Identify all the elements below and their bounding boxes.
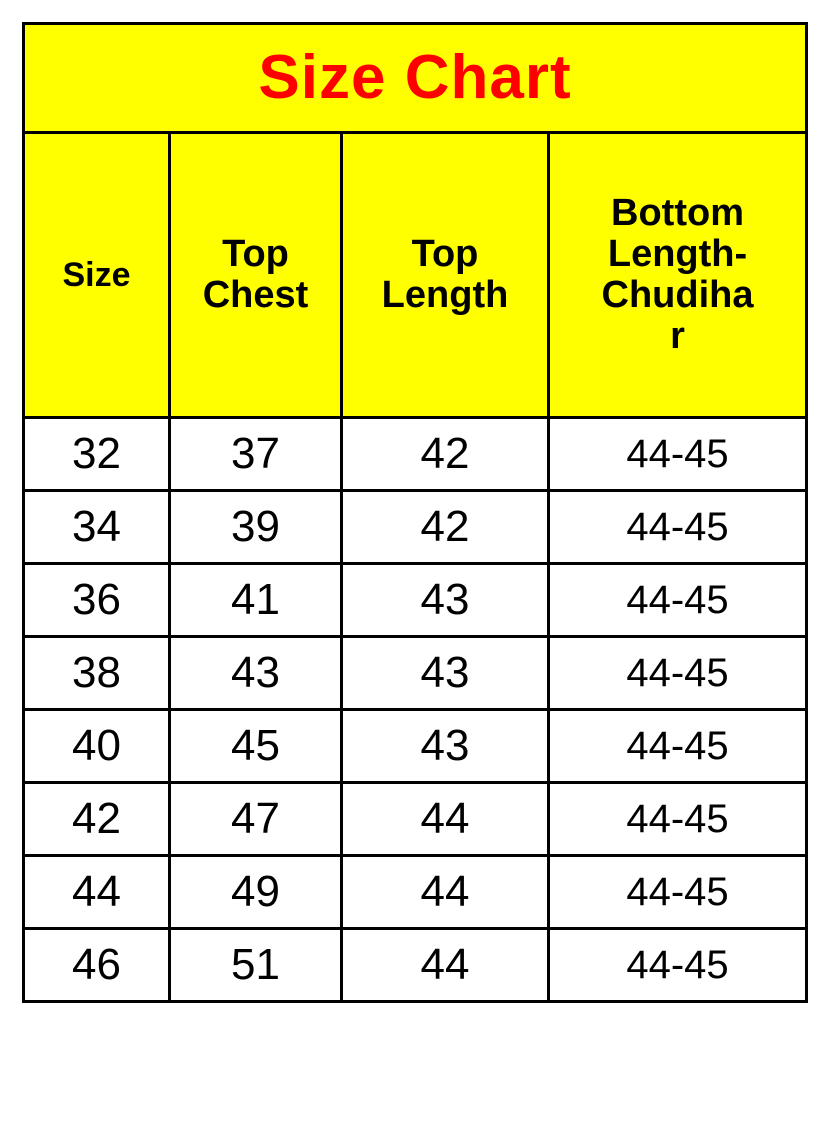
size-chart-table [22,22,808,1003]
cell-size: 44 [24,856,170,929]
column-header-top-chest-line1: Top [222,232,289,275]
cell-bottom-length: 44-45 [549,637,807,710]
cell-top-chest: 49 [170,856,342,929]
table-row [24,710,807,783]
cell-top-chest: 51 [170,929,342,1002]
cell-bottom-length: 44-45 [549,564,807,637]
cell-top-length: 43 [342,564,549,637]
table-row [24,491,807,564]
table-row [24,856,807,929]
column-header-top-length-line1: Top [411,232,479,275]
cell-top-chest: 45 [170,710,342,783]
cell-size: 42 [24,783,170,856]
cell-size: 32 [24,418,170,491]
cell-top-chest: 37 [170,418,342,491]
cell-top-length: 44 [342,929,549,1002]
cell-bottom-length: 44-45 [549,491,807,564]
column-header-bottom-length [549,133,807,418]
cell-top-length: 42 [342,418,549,491]
column-header-bottom-line3: Chudiha [601,274,754,316]
cell-top-length: 43 [342,637,549,710]
page-title: Size Chart [258,43,572,112]
cell-bottom-length: 44-45 [549,710,807,783]
cell-top-chest: 47 [170,783,342,856]
column-header-size: Size [24,133,170,418]
column-header-bottom-line2: Length- [607,232,748,275]
cell-top-chest: 43 [170,637,342,710]
table-row [24,783,807,856]
chart-title-cell [24,24,807,133]
cell-size: 40 [24,710,170,783]
cell-bottom-length: 44-45 [549,856,807,929]
cell-top-length: 43 [342,710,549,783]
column-header-bottom-line1: Bottom [611,191,744,234]
cell-bottom-length: 44-45 [549,929,807,1002]
column-header-top-chest [170,133,342,418]
column-header-bottom-line4: r [670,315,685,358]
column-header-top-length [342,133,549,418]
cell-top-length: 42 [342,491,549,564]
cell-bottom-length: 44-45 [549,783,807,856]
cell-size: 34 [24,491,170,564]
table-row [24,929,807,1002]
cell-top-length: 44 [342,783,549,856]
cell-size: 38 [24,637,170,710]
cell-top-chest: 41 [170,564,342,637]
table-header-row [24,133,807,418]
title-row [24,24,807,133]
cell-top-chest: 39 [170,491,342,564]
column-header-top-chest-line2: Chest [202,274,309,316]
cell-top-length: 44 [342,856,549,929]
table-row [24,418,807,491]
table-row [24,564,807,637]
table-row [24,637,807,710]
cell-size: 36 [24,564,170,637]
column-header-top-length-line2: Length [381,274,509,316]
cell-bottom-length: 44-45 [549,418,807,491]
cell-size: 46 [24,929,170,1002]
